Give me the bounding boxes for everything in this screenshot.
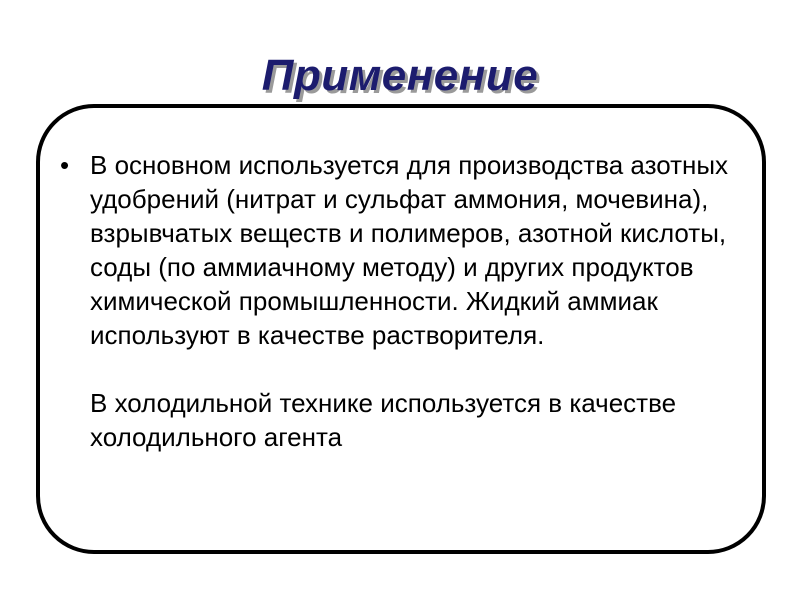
bullet-icon: •: [60, 150, 70, 180]
paragraph-gap: [90, 352, 756, 386]
paragraph-main: В основном используется для производства азотных удобрений (нитрат и сульфат аммония, мочевина), взрывчатых веществ и полимеров, азотной кислоты, соды (по аммиачному методу) и других продуктов химической промышленности. Жидкий аммиак используют в качестве растворителя.: [90, 150, 729, 350]
bullet-item: [56, 148, 756, 454]
paragraph-refrigeration: В холодильной технике используется в качестве холодильного агента: [90, 388, 677, 452]
slide-title: Применение: [261, 51, 539, 100]
bullet-list: [56, 148, 756, 454]
